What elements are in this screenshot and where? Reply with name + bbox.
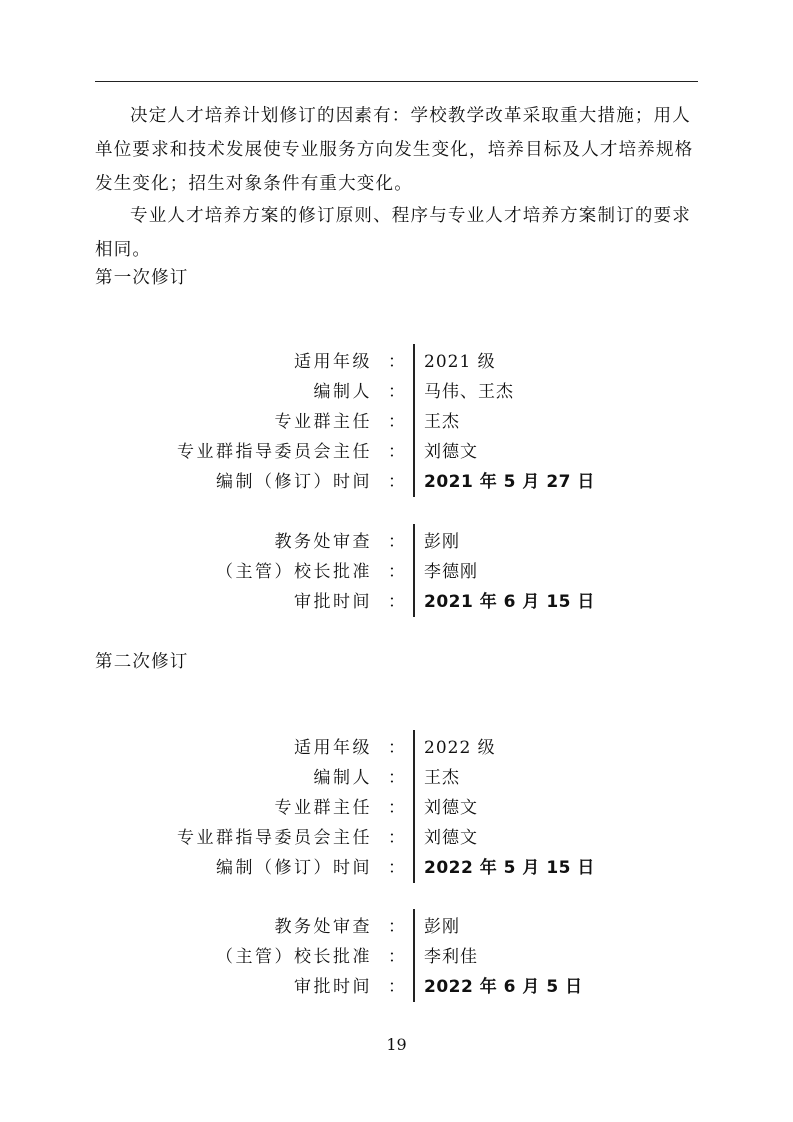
field-row bbox=[0, 347, 793, 377]
field-value: 王杰 bbox=[424, 768, 460, 788]
field-label: 教务处审查 bbox=[274, 532, 372, 552]
field-row bbox=[0, 557, 793, 587]
revision-title: 第二次修订 bbox=[95, 652, 189, 672]
field-value: 2022 级 bbox=[424, 738, 496, 758]
field-colon: ： bbox=[388, 352, 405, 372]
field-row bbox=[0, 407, 793, 437]
field-label: 编制人 bbox=[313, 768, 372, 788]
field-label: 专业群指导委员会主任 bbox=[177, 442, 372, 462]
field-colon: ： bbox=[388, 768, 405, 788]
field-colon: ： bbox=[388, 562, 405, 582]
field-value: 刘德文 bbox=[424, 798, 478, 818]
field-label: 专业群主任 bbox=[274, 798, 372, 818]
field-value: 2022 年 5 月 15 日 bbox=[424, 858, 595, 878]
field-colon: ： bbox=[388, 532, 405, 552]
header-rule bbox=[95, 81, 698, 82]
revision-title: 第一次修订 bbox=[95, 268, 189, 288]
field-colon: ： bbox=[388, 472, 405, 492]
field-colon: ： bbox=[388, 738, 405, 758]
separator-bar bbox=[413, 909, 415, 1002]
field-value: 李利佳 bbox=[424, 947, 478, 967]
field-value: 2021 级 bbox=[424, 352, 496, 372]
field-row bbox=[0, 527, 793, 557]
field-row bbox=[0, 467, 793, 497]
field-row bbox=[0, 942, 793, 972]
field-row bbox=[0, 377, 793, 407]
body-paragraph-2: 专业人才培养方案的修订原则、程序与专业人才培养方案制订的要求相同。 bbox=[95, 206, 691, 260]
field-label: 专业群主任 bbox=[274, 412, 372, 432]
field-label: 审批时间 bbox=[294, 592, 372, 612]
field-colon: ： bbox=[388, 798, 405, 818]
field-label: （主管）校长批准 bbox=[216, 947, 372, 967]
field-label: 编制（修订）时间 bbox=[216, 858, 372, 878]
field-value: 王杰 bbox=[424, 412, 460, 432]
field-label: 编制（修订）时间 bbox=[216, 472, 372, 492]
page-number: 19 bbox=[386, 1035, 407, 1054]
field-label: 适用年级 bbox=[294, 352, 372, 372]
field-colon: ： bbox=[388, 592, 405, 612]
field-row bbox=[0, 972, 793, 1002]
field-colon: ： bbox=[388, 977, 405, 997]
field-label: 适用年级 bbox=[294, 738, 372, 758]
field-value: 2022 年 6 月 5 日 bbox=[424, 977, 583, 997]
field-row bbox=[0, 793, 793, 823]
field-colon: ： bbox=[388, 828, 405, 848]
field-colon: ： bbox=[388, 412, 405, 432]
field-value: 2021 年 5 月 27 日 bbox=[424, 472, 595, 492]
field-colon: ： bbox=[388, 442, 405, 462]
separator-bar bbox=[413, 730, 415, 883]
separator-bar bbox=[413, 524, 415, 617]
field-colon: ： bbox=[388, 947, 405, 967]
field-colon: ： bbox=[388, 382, 405, 402]
field-row bbox=[0, 763, 793, 793]
field-row bbox=[0, 912, 793, 942]
field-label: 教务处审查 bbox=[274, 917, 372, 937]
field-value: 马伟、王杰 bbox=[424, 382, 514, 402]
field-row bbox=[0, 853, 793, 883]
field-label: （主管）校长批准 bbox=[216, 562, 372, 582]
field-row bbox=[0, 733, 793, 763]
field-value: 李德刚 bbox=[424, 562, 478, 582]
field-row bbox=[0, 437, 793, 467]
field-row bbox=[0, 587, 793, 617]
separator-bar bbox=[413, 344, 415, 497]
field-colon: ： bbox=[388, 858, 405, 878]
body-paragraph-1: 决定人才培养计划修订的因素有：学校教学改革采取重大措施；用人单位要求和技术发展使专业服务方向发生变化，培养目标及人才培养规格发生变化；招生对象条件有重大变化。 bbox=[95, 106, 694, 194]
field-label: 编制人 bbox=[313, 382, 372, 402]
field-value: 刘德文 bbox=[424, 442, 478, 462]
field-label: 专业群指导委员会主任 bbox=[177, 828, 372, 848]
field-value: 2021 年 6 月 15 日 bbox=[424, 592, 595, 612]
field-colon: ： bbox=[388, 917, 405, 937]
field-value: 彭刚 bbox=[424, 917, 460, 937]
field-row bbox=[0, 823, 793, 853]
field-value: 彭刚 bbox=[424, 532, 460, 552]
field-value: 刘德文 bbox=[424, 828, 478, 848]
field-label: 审批时间 bbox=[294, 977, 372, 997]
